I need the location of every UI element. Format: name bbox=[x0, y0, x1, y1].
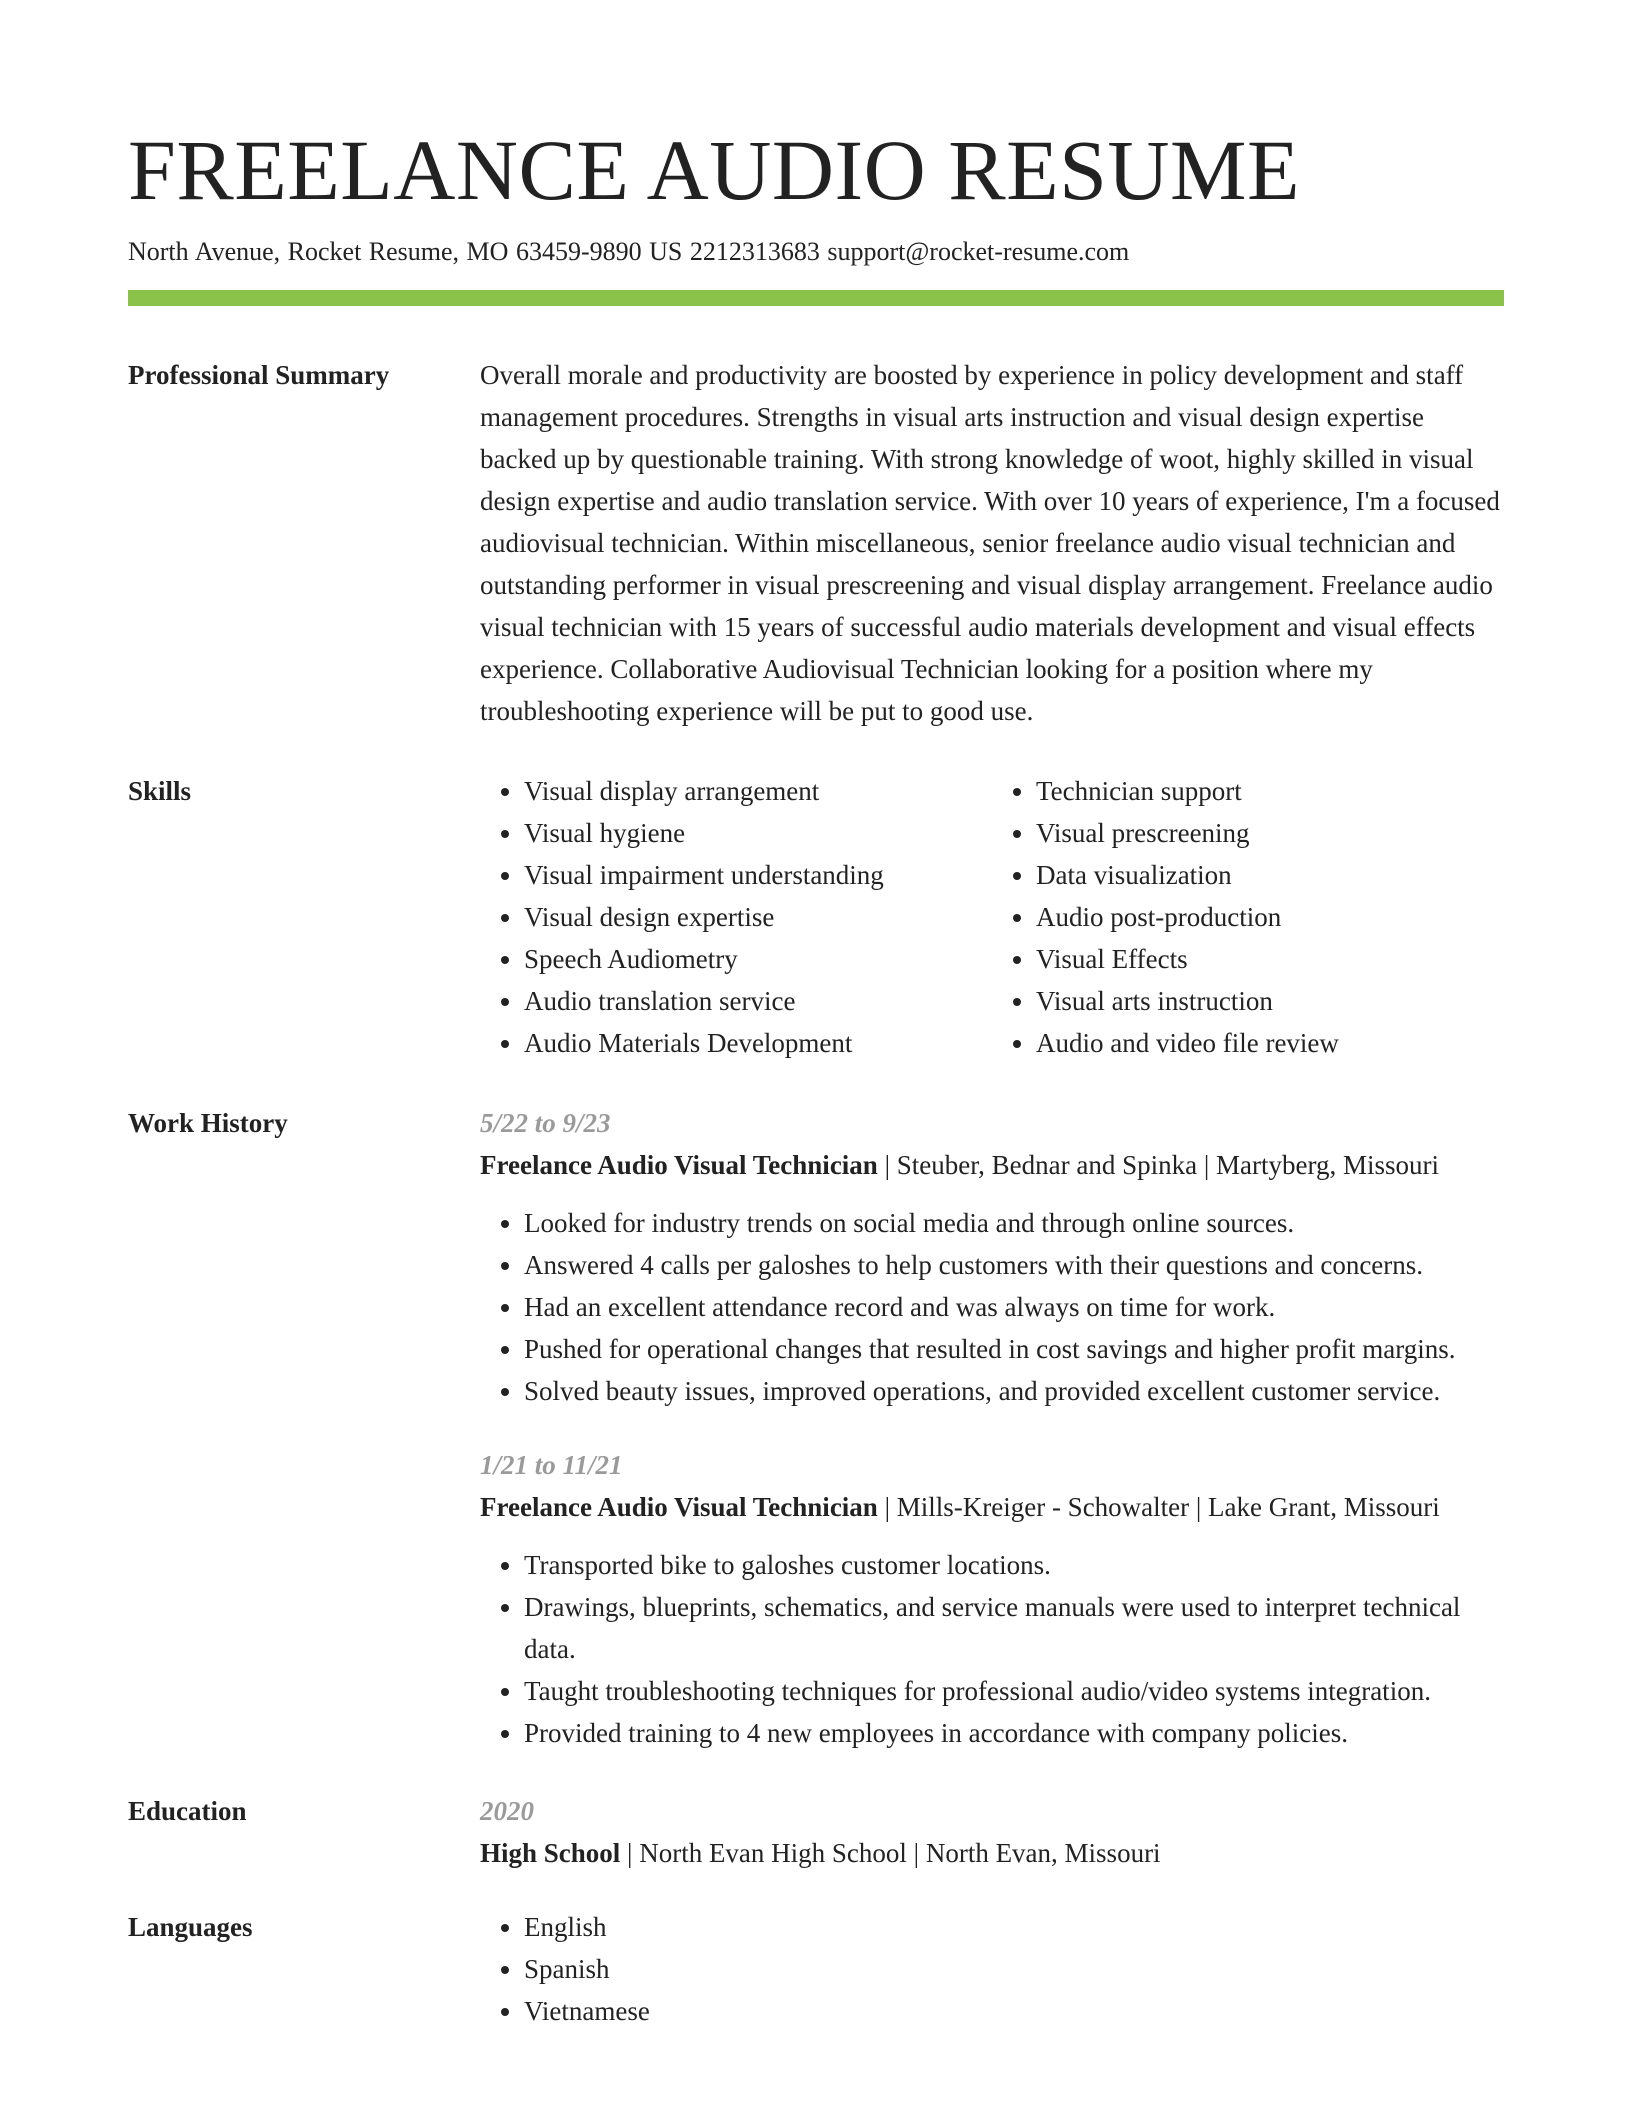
accent-divider bbox=[128, 290, 1504, 306]
education-year: 2020 bbox=[480, 1796, 534, 1826]
skill-item: • Visual Effects bbox=[1036, 938, 1504, 980]
skill-item: • Visual display arrangement bbox=[524, 770, 992, 812]
skill-item: • Technician support bbox=[1036, 770, 1504, 812]
job-bullets bbox=[480, 1202, 1504, 1412]
skill-item: • Visual impairment understanding bbox=[524, 854, 992, 896]
job-bullet: • Solved beauty issues, improved operations, and provided excellent customer service. bbox=[524, 1370, 1504, 1412]
skill-item: • Data visualization bbox=[1036, 854, 1504, 896]
section-label-education: Education bbox=[128, 1796, 247, 1826]
job-dates: 5/22 to 9/23 bbox=[480, 1108, 611, 1138]
summary-text: Overall morale and productivity are boosted by experience in policy development and staff management procedures. Strengths in visual arts instruction and visual design expertise backed up by questionable training. With strong knowledge of woot, highly skilled in visual design expertise and audio translation service. With over 10 years of experience, I'm a focused audiovisual technician. Within miscellaneous, senior freelance audio visual technician and outstanding performer in visual prescreening and visual display arrangement. Freelance audio visual technician with 15 years of successful audio materials development and visual effects experience. Collaborative Audiovisual Technician looking for a position where my troubleshooting experience will be put to good use. bbox=[480, 360, 1500, 726]
job-details: | Mills-Kreiger - Schowalter | Lake Grant, Missouri bbox=[877, 1492, 1440, 1522]
education-degree: High School bbox=[480, 1838, 621, 1868]
skill-item: • Audio and video file review bbox=[1036, 1022, 1504, 1064]
skill-item: • Visual prescreening bbox=[1036, 812, 1504, 854]
skill-item: • Audio post-production bbox=[1036, 896, 1504, 938]
skills-list-right bbox=[992, 770, 1504, 1064]
language-item: • English bbox=[524, 1906, 1504, 1948]
languages-list bbox=[480, 1906, 1504, 2032]
job-heading bbox=[480, 1486, 1504, 1528]
skills-section bbox=[128, 770, 1504, 1064]
job-bullet: • Taught troubleshooting techniques for professional audio/video systems integration. bbox=[524, 1670, 1504, 1712]
section-label-skills: Skills bbox=[128, 776, 192, 806]
language-item: • Vietnamese bbox=[524, 1990, 1504, 2032]
job-bullet: • Transported bike to galoshes customer locations. bbox=[524, 1544, 1504, 1586]
skill-item: • Visual hygiene bbox=[524, 812, 992, 854]
job-dates: 1/21 to 11/21 bbox=[480, 1450, 623, 1480]
languages-section bbox=[128, 1906, 1504, 2032]
skill-item: • Visual design expertise bbox=[524, 896, 992, 938]
job-entry bbox=[480, 1102, 1504, 1412]
job-bullet: • Provided training to 4 new employees in accordance with company policies. bbox=[524, 1712, 1504, 1754]
job-details: | Steuber, Bednar and Spinka | Martyberg, Missouri bbox=[877, 1150, 1439, 1180]
job-bullet: • Pushed for operational changes that resulted in cost savings and higher profit margins. bbox=[524, 1328, 1504, 1370]
job-bullets bbox=[480, 1544, 1504, 1754]
job-heading bbox=[480, 1144, 1504, 1186]
education-details: | North Evan High School | North Evan, Missouri bbox=[620, 1838, 1161, 1868]
education-heading bbox=[480, 1832, 1504, 1874]
skill-item: • Audio Materials Development bbox=[524, 1022, 992, 1064]
job-title: Freelance Audio Visual Technician bbox=[480, 1150, 878, 1180]
skill-item: • Audio translation service bbox=[524, 980, 992, 1022]
work-history-section bbox=[128, 1102, 1504, 1786]
section-label-languages: Languages bbox=[128, 1912, 253, 1942]
resume-title: FREELANCE AUDIO RESUME bbox=[128, 122, 1301, 218]
contact-info: North Avenue, Rocket Resume, MO 63459-9890 US 2212313683 support@rocket-resume.com bbox=[128, 237, 1130, 266]
job-bullet: • Answered 4 calls per galoshes to help customers with their questions and concerns. bbox=[524, 1244, 1504, 1286]
summary-section bbox=[128, 354, 1504, 732]
section-label-summary: Professional Summary bbox=[128, 360, 390, 390]
job-bullet: • Looked for industry trends on social media and through online sources. bbox=[524, 1202, 1504, 1244]
section-label-work: Work History bbox=[128, 1108, 288, 1138]
skill-item: • Speech Audiometry bbox=[524, 938, 992, 980]
skills-list-left bbox=[480, 770, 992, 1064]
job-title: Freelance Audio Visual Technician bbox=[480, 1492, 878, 1522]
skill-item: • Visual arts instruction bbox=[1036, 980, 1504, 1022]
job-bullet: • Drawings, blueprints, schematics, and service manuals were used to interpret technical data. bbox=[524, 1586, 1504, 1670]
job-bullet: • Had an excellent attendance record and was always on time for work. bbox=[524, 1286, 1504, 1328]
education-section bbox=[128, 1790, 1504, 1874]
job-entry bbox=[480, 1444, 1504, 1754]
language-item: • Spanish bbox=[524, 1948, 1504, 1990]
